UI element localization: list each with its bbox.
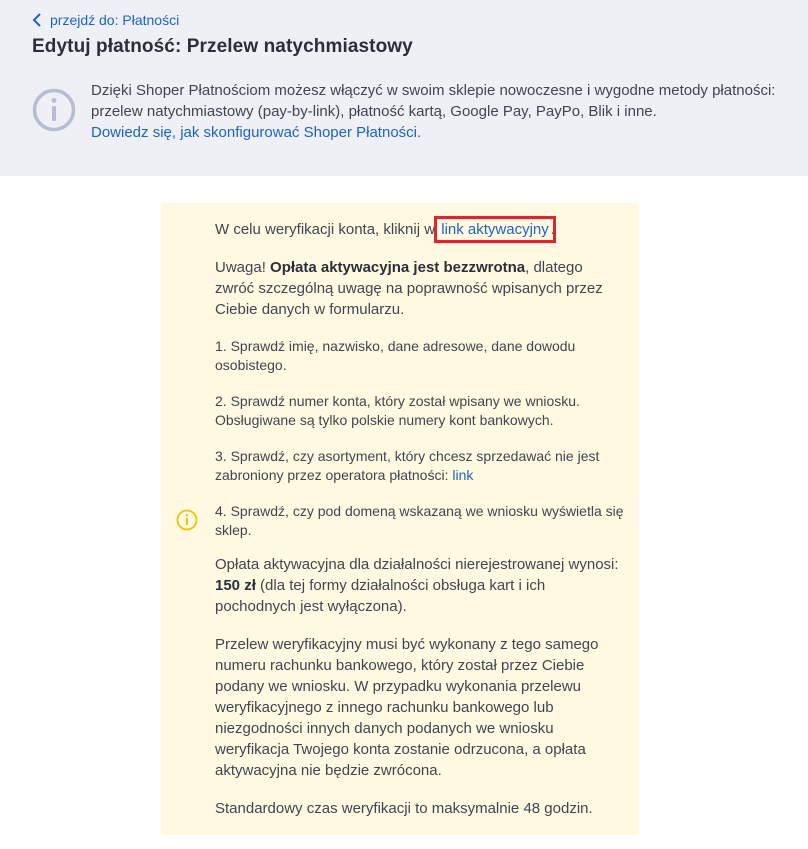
verify-prefix: W celu weryfikacji konta, kliknij w — [215, 221, 436, 238]
banner-text — [91, 80, 803, 143]
banner-description: Dzięki Shoper Płatnościom możesz włączyć w swoim sklepie nowoczesne i wygodne metody płatności: przelew natychmiastowy (pay-by-link), płatność kartą, Google Pay, PayPo, Blik i inne. — [91, 82, 776, 120]
fee-suffix: (dla tej formy działalności obsługa kart i ich pochodnych jest wyłączona). — [215, 577, 546, 615]
step-3-text: 3. Sprawdź, czy asortyment, który chcesz sprzedawać nie jest zabroniony przez operatora płatności: — [215, 448, 600, 483]
transfer-info: Przelew weryfikacyjny musi być wykonany z tego samego numeru rachunku bankowego, który został przez Ciebie podany we wniosku. W przypadku wykonania przelewu weryfikacyjnego z innego rachunku bankowego lub niezgodności innych danych podanych we wniosku weryfikacja Twojego konta zostanie odrzucona, a opłata aktywacyjna nie będzie zwrócona. — [215, 636, 599, 779]
fee-paragraph — [215, 554, 625, 617]
page-title: Edytuj płatność: Przelew natychmiastowy — [32, 36, 413, 57]
back-link-label: przejdź do: Płatności — [50, 12, 180, 28]
activation-link[interactable]: link aktywacyjny — [441, 221, 549, 238]
fee-prefix: Opłata aktywacyjna dla działalności nierejestrowanej wynosi: — [215, 556, 619, 573]
warning-info-icon — [176, 509, 198, 531]
verify-suffix: . — [550, 221, 555, 238]
step-1: 1. Sprawdź imię, nazwisko, dane adresowe, dane dowodu osobistego. — [215, 338, 576, 373]
back-link[interactable] — [32, 12, 179, 28]
step-2: 2. Sprawdź numer konta, który został wpisany we wniosku. Obsługiwane są tylko polskie numery kont bankowych. — [215, 393, 580, 428]
warning-lead: Uwaga! — [215, 259, 266, 276]
notice-content — [215, 219, 625, 819]
verification-time: Standardowy czas weryfikacji to maksymalnie 48 godzin. — [215, 800, 593, 817]
chevron-left-icon — [32, 13, 42, 27]
step-4: 4. Sprawdź, czy pod domeną wskazaną we wniosku wyświetla się sklep. — [215, 503, 624, 538]
verify-paragraph — [215, 219, 625, 240]
prohibited-goods-link[interactable]: link — [452, 467, 474, 483]
fee-amount: 150 zł — [215, 577, 256, 594]
step-3 — [215, 447, 625, 485]
info-icon — [32, 88, 76, 132]
warning-bold: Opłata aktywacyjna jest bezzwrotna — [270, 259, 526, 276]
verification-notice — [161, 203, 639, 835]
warning-paragraph — [215, 257, 625, 320]
warning-rest: , dlatego zwróć szczególną uwagę na poprawność wpisanych przez Ciebie danych w formularzu. — [215, 259, 603, 318]
shoper-payments-help-link[interactable]: Dowiedz się, jak skonfigurować Shoper Płatności. — [91, 124, 422, 141]
page-header — [0, 0, 808, 176]
